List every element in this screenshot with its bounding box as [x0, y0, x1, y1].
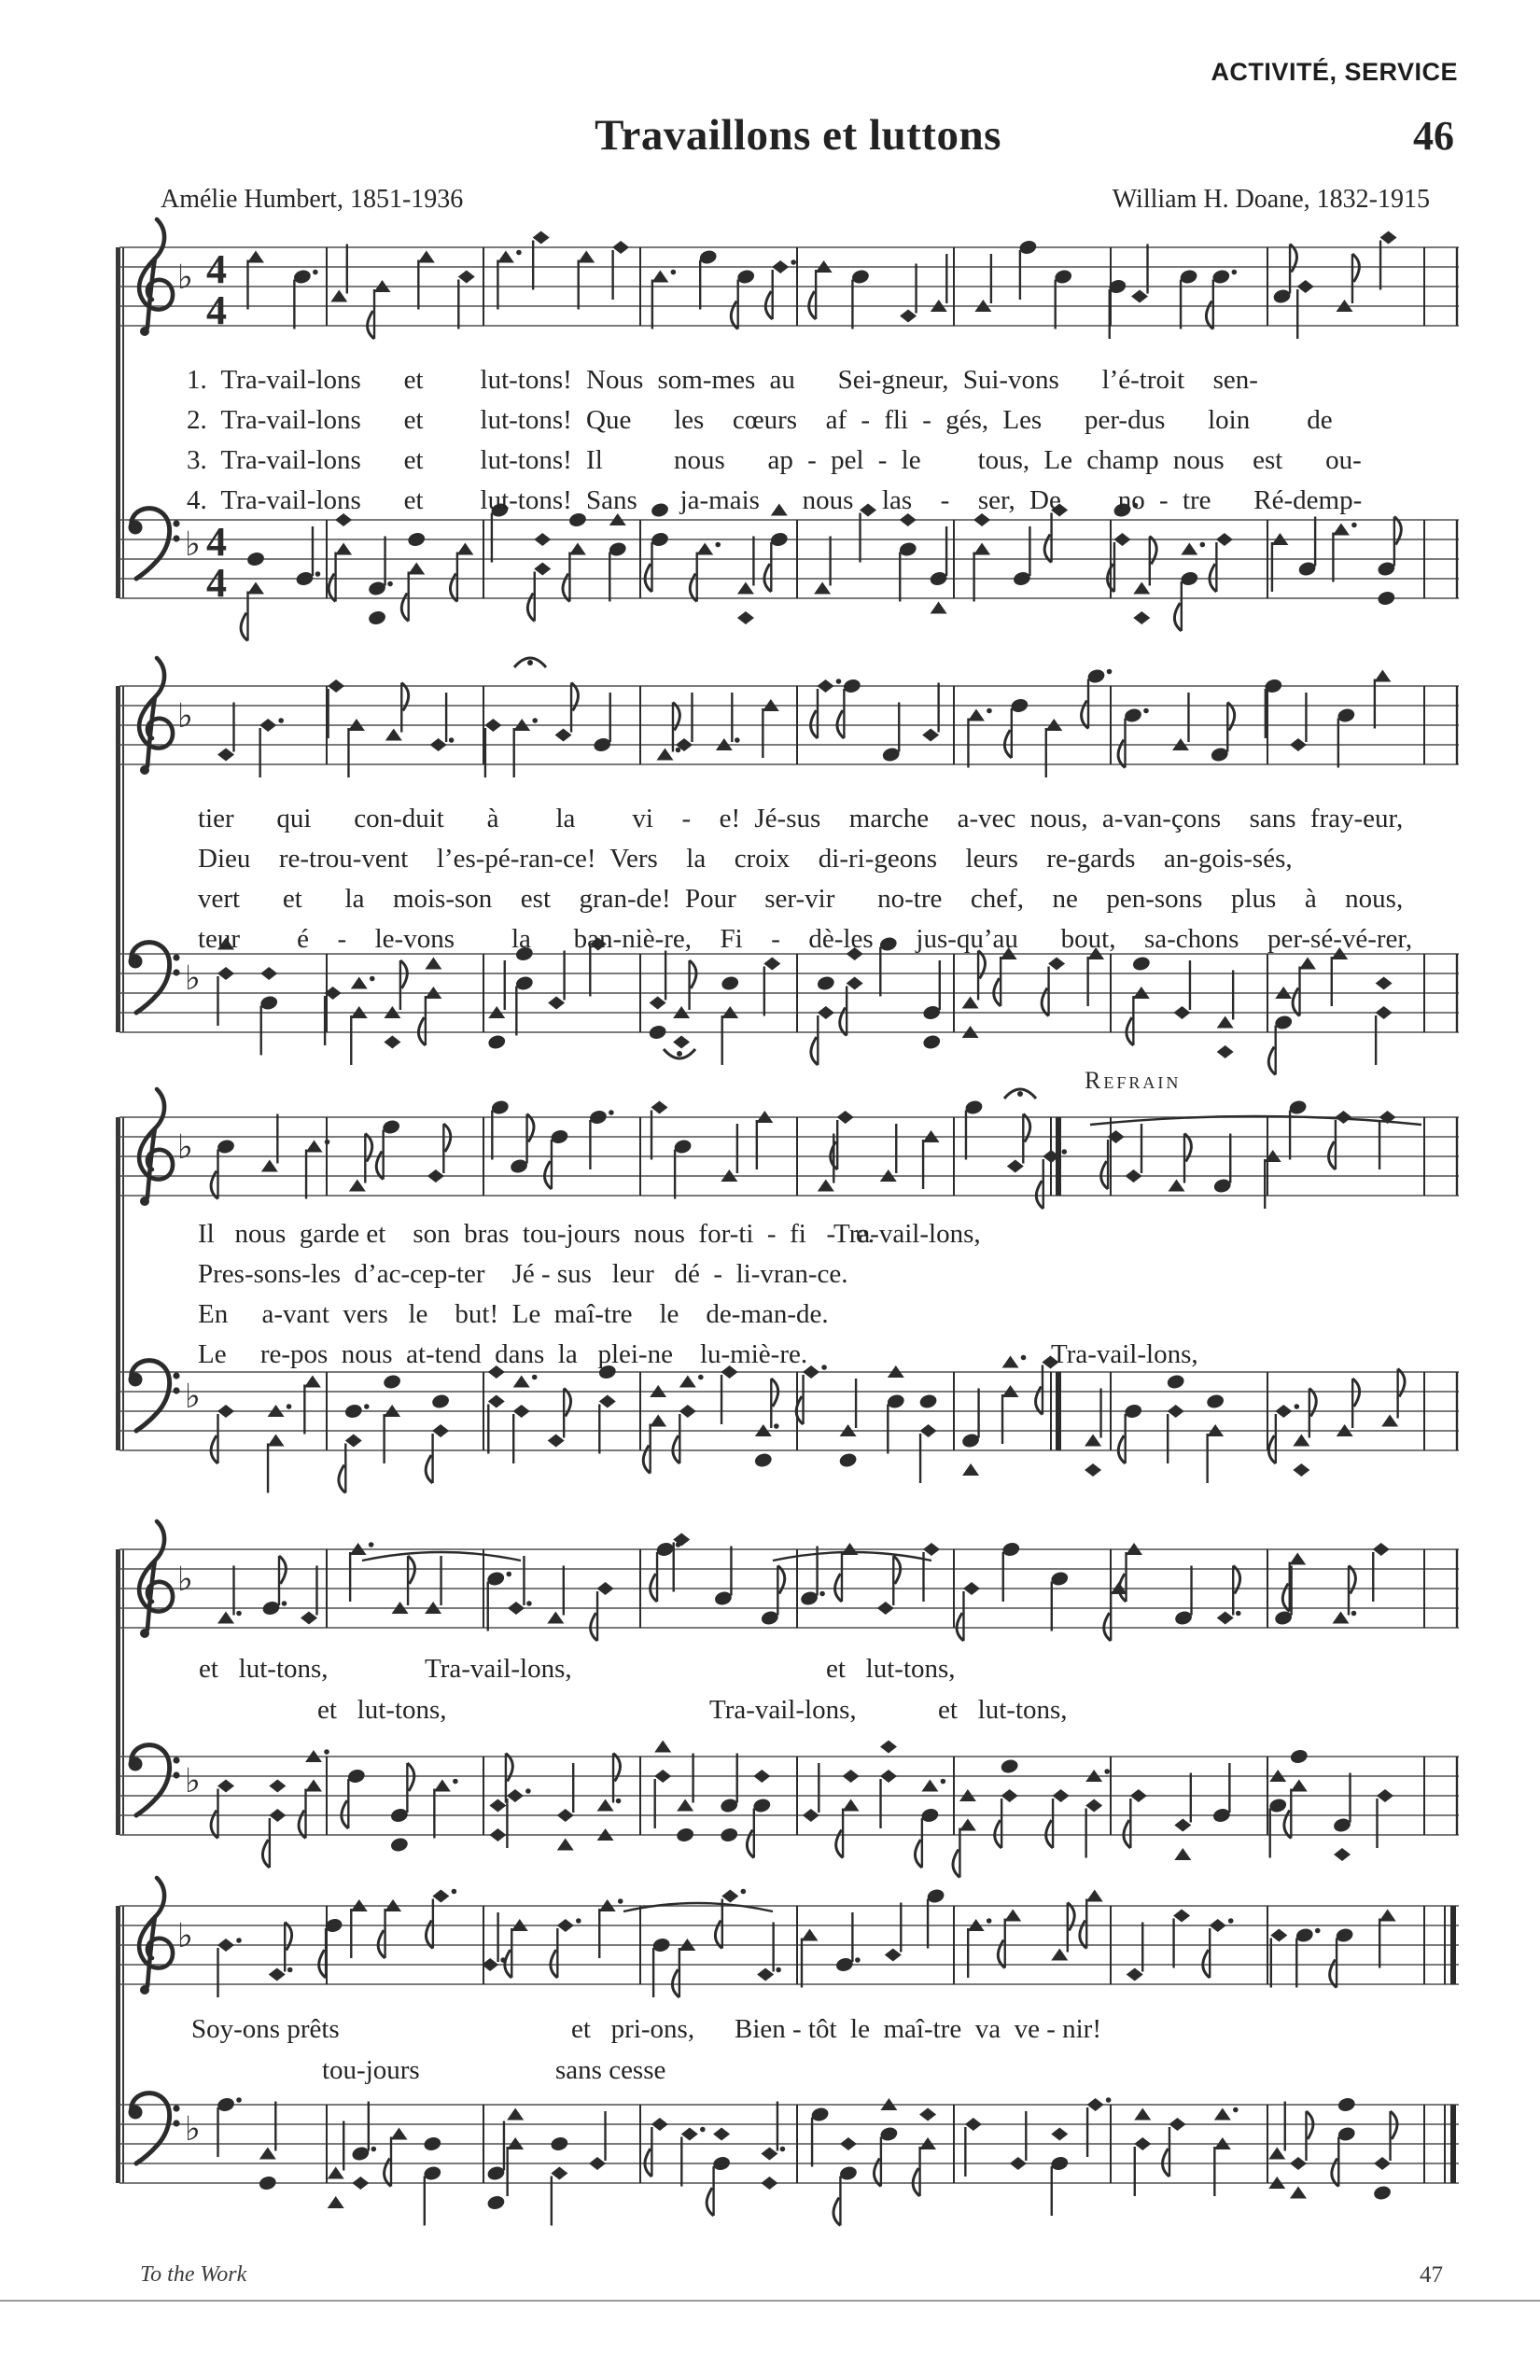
footer-tune-name: To the Work: [140, 2262, 247, 2287]
hymn-number: 46: [1413, 113, 1454, 159]
echo-2a: et lut-tons,: [317, 1695, 447, 1725]
verse-line-2: 2. Tra-vail-lons et lut-tons! Que les cœurs af - fli - gés, Les per-dus loin de: [187, 405, 1333, 435]
svg-text:♭: ♭: [177, 1561, 193, 1599]
verse-line-1: 1. Tra-vail-lons et lut-tons! Nous som-mes au Sei-gneur, Sui-vons l’é-troit sen-: [187, 365, 1258, 395]
svg-text:♭: ♭: [185, 2110, 201, 2149]
svg-text:4: 4: [206, 246, 227, 292]
svg-text:♭: ♭: [185, 1762, 201, 1800]
page-number: 47: [1420, 2262, 1443, 2288]
echo-1a: et lut-tons,: [199, 1654, 329, 1684]
coda-2a: tou-jours: [322, 2055, 420, 2085]
treble-staff-system1: [119, 193, 1459, 380]
svg-text:4: 4: [206, 287, 227, 333]
refrain-line-1: Il nous garde et son bras tou-jours nous for-ti - fi - e.: [198, 1219, 875, 1249]
coda-1b: et pri-ons,: [571, 2014, 695, 2044]
refrain-line-3: En a-vant vers le but! Le maî-tre le de-man-de.: [198, 1299, 829, 1329]
coda-1a: Soy-ons prêts: [191, 2014, 340, 2044]
coda-1c: Bien - tôt le maî-tre va ve - nir!: [735, 2014, 1101, 2044]
echo-1c: et lut-tons,: [826, 1654, 956, 1684]
refrain-line-4-echo: Tra-vail-lons,: [1051, 1339, 1198, 1369]
verse2-line-2: Dieu re-trou-vent l’es-pé-ran-ce! Vers la croix di-ri-geons leurs re-gards an-gois-sés,: [198, 844, 1293, 874]
page-edge-line: [0, 2300, 1540, 2302]
section-category: ACTIVITÉ, SERVICE: [1211, 58, 1458, 86]
svg-text:♭: ♭: [185, 959, 201, 998]
bass-staff-system5: [119, 2051, 1459, 2237]
treble-staff-system5: [119, 1852, 1459, 2038]
svg-text:♭: ♭: [177, 1128, 193, 1167]
page-title: Travaillons et luttons: [595, 111, 1001, 160]
svg-text:4: 4: [206, 519, 227, 565]
verse-line-3: 3. Tra-vail-lons et lut-tons! Il nous ap - pel - le tous, Le champ nous est ou-: [187, 445, 1362, 475]
refrain-line-2: Pres-sons-les d’ac-cep-ter Jé - sus leur dé - li-vran-ce.: [198, 1259, 848, 1289]
svg-text:♭: ♭: [177, 259, 193, 297]
verse2-line-3: vert et la mois-son est gran-de! Pour ser-vir no-tre chef, ne pen-sons plus à nous,: [198, 884, 1404, 914]
refrain-line-4: Le re-pos nous at-tend dans la plei-ne lu-miè-re.: [198, 1339, 808, 1369]
author-credit: Amélie Humbert, 1851-1936: [161, 185, 464, 214]
verse-line-4: 4. Tra-vail-lons et lut-tons! Sans ja-mais nous las - ser, De no - tre Ré-demp-: [187, 485, 1363, 515]
svg-text:♭: ♭: [177, 697, 193, 735]
svg-text:♭: ♭: [185, 525, 201, 564]
echo-2c: et lut-tons,: [938, 1695, 1068, 1725]
refrain-label: Refrain: [1085, 1067, 1182, 1094]
echo-2b: Tra-vail-lons,: [709, 1695, 857, 1725]
verse2-line-1: tier qui con-duit à la vi - e! Jé-sus marche a-vec nous, a-van-çons sans fray-eur,: [198, 804, 1404, 833]
echo-1b: Tra-vail-lons,: [425, 1654, 572, 1684]
svg-text:♭: ♭: [177, 1917, 193, 1955]
treble-staff-system2: [119, 632, 1459, 819]
coda-2b: sans cesse: [555, 2055, 666, 2085]
svg-text:4: 4: [206, 560, 227, 606]
verse2-line-4: teur é - le-vons la ban-niè-re, Fi - dè-les jus-qu’au bout, sa-chons per-sé-vé-rer,: [198, 924, 1413, 954]
refrain-line-1-echo: Tra-vail-lons,: [833, 1219, 981, 1249]
svg-text:♭: ♭: [185, 1378, 201, 1416]
composer-credit: William H. Doane, 1832-1915: [1112, 185, 1430, 214]
